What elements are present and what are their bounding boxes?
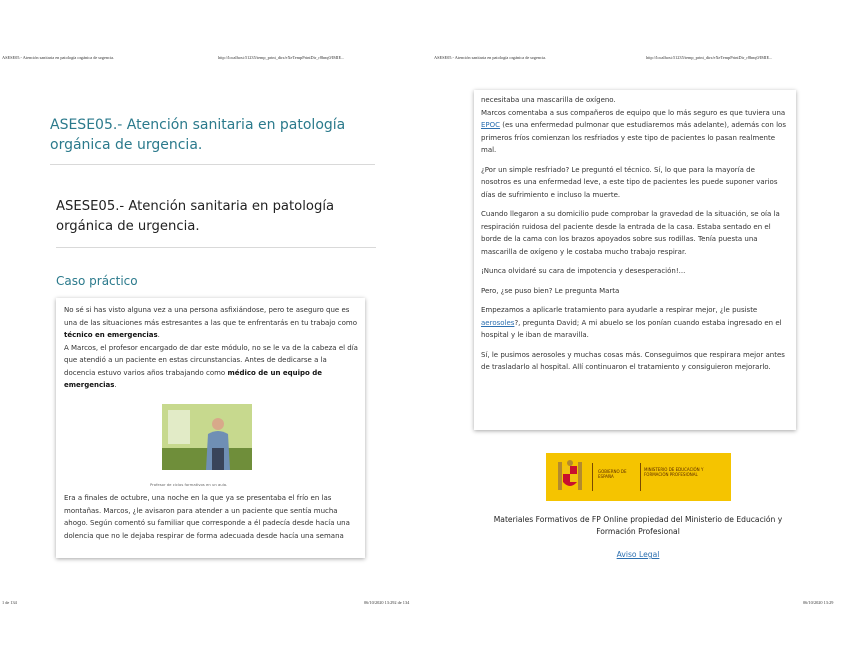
- document-title-top: ASESE05.- Atención sanitaria en patología orgánica de urgencia.: [50, 117, 346, 153]
- print-header-right-url: http://localhost:51235/temp_print_dirs/eXeTempPrintDir_r8bnq0/IMIE...: [646, 55, 773, 60]
- logo-gobierno-text: GOBIERNO DE ESPAÑA: [598, 469, 627, 479]
- case-paragraph-1: No sé si has visto alguna vez a una persona asfixiándose, pero te aseguro que es una de las situaciones más estresantes a las que te enfrentarás en tu trabajo como técnico en emergencias. A Marcos, el profesor encargado de dar este módulo, no se le va de la cabeza el día que atendió a un paciente en estas circunstancias. Antes de dedicarse a la docencia estuvo varios años trabajando como médico de un equipo de emergencias.: [64, 306, 358, 389]
- section-heading-caso-practico: Caso práctico: [56, 274, 138, 288]
- aerosoles-link[interactable]: aerosoles: [481, 318, 515, 327]
- print-header-right-title: ASESE05.- Atención sanitaria en patología orgánica de urgencia.: [434, 55, 547, 60]
- print-header-left-title: ASESE05.- Atención sanitaria en patología orgánica de urgencia.: [2, 55, 115, 60]
- continued-paragraph-7: Empezamos a aplicarle tratamiento para ayudarle a respirar mejor, ¿le pusiste aerosoles?, pregunta David; A mi abuelo se los ponían cuando estaba ingresado en el hospital y le iban de maravilla.: [481, 306, 782, 339]
- print-footer-left-page: 1 de 134: [2, 600, 17, 605]
- case-study-card-continued: [474, 90, 796, 430]
- logo-ministerio-text: MINISTERIO DE EDUCACIÓN Y FORMACIÓN PROFESIONAL: [644, 467, 704, 477]
- photo-caption: Profesor de ciclos formativos en un aula.: [150, 482, 228, 487]
- document-title-main: ASESE05.- Atención sanitaria en patología orgánica de urgencia.: [56, 199, 335, 234]
- title-divider-top: [50, 164, 375, 165]
- continued-paragraph-8: Sí, le pusimos aerosoles y muchas cosas más. Conseguimos que respirara mejor antes de trasladarlo al hospital. Allí continuaron el tratamiento y consiguieron mejorarlo.: [481, 350, 785, 371]
- logo-divider-2: [640, 463, 641, 491]
- title-divider-main: [56, 247, 376, 248]
- logo-divider: [592, 463, 593, 491]
- print-header-left-url: http://localhost:51235/temp_print_dirs/eXeTempPrintDir_r8bnq0/IMIE...: [218, 55, 345, 60]
- case-paragraph-3: Era a finales de octubre, una noche en la que ya se presentaba el frío en las montañas. Marcos, ¿le avisaron para atender a un paciente que sentía mucha ahogo. Según comentó su familiar que corresponde a él padecía desde hacía una dolencia que no le dejaba respirar de forma adecuada desde hacía una semana: [64, 494, 350, 540]
- print-footer-mid: 06/10/2020 13:292 de 134: [364, 600, 410, 605]
- aviso-legal-link[interactable]: Aviso Legal: [616, 550, 660, 559]
- continued-paragraph-4: Cuando llegaron a su domicilio pude comprobar la gravedad de la situación, se oía la respiración ruidosa del paciente desde la entrada de la casa. Estaba sentado en el borde de la cama con los brazos apoyados sobre sus rodillas. Tenía puesta una mascarilla de oxígeno y le costaba mucho trabajo respirar.: [481, 210, 780, 256]
- coat-of-arms-icon: [555, 458, 585, 496]
- continued-paragraph-3: ¿Por un simple resfriado? Le preguntó el técnico. Sí, lo que para la mayoría de nosotros es una enfermedad leve, a este tipo de pacientes les puede suponer varios días de sufrimiento e incluso la muerte.: [481, 165, 778, 199]
- materiales-formativos-text: Materiales Formativos de FP Online propiedad del Ministerio de Educación y Formación Profesional: [493, 515, 783, 536]
- continued-paragraph-1: necesitaba una mascarilla de oxígeno. Marcos comentaba a sus compañeros de equipo que lo más seguro es que tuviera una EPOC (es una enfermedad pulmonar que estudiaremos más adelante), además con los primeros fríos comienzan los resfriados y este tipo de pacientes lo pasan realmente mal.: [481, 96, 786, 154]
- epoc-link[interactable]: EPOC: [481, 121, 501, 129]
- continued-paragraph-6: Pero, ¿se puso bien? Le pregunta Marta: [481, 286, 620, 295]
- ministry-logo: [546, 453, 731, 501]
- teacher-classroom-photo: [162, 404, 252, 470]
- continued-paragraph-5: ¡Nunca olvidaré su cara de impotencia y desesperación!...: [481, 267, 686, 275]
- print-footer-right: 06/10/2020 13:29: [803, 600, 834, 605]
